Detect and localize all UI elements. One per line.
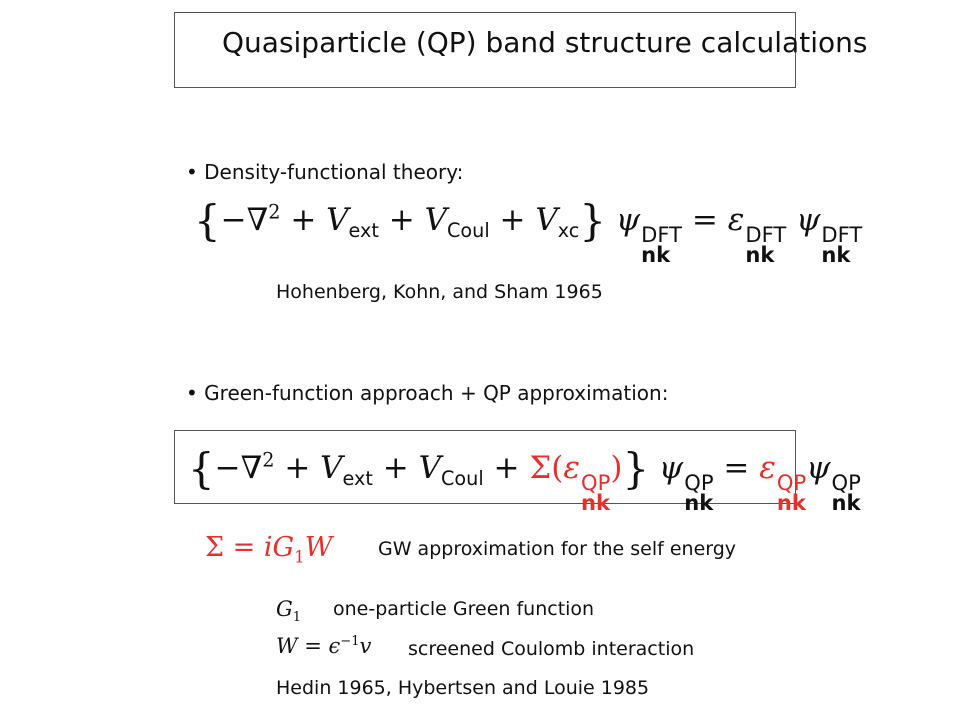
sup-dft: DFT bbox=[745, 221, 787, 247]
w-description: screened Coulomb interaction bbox=[408, 638, 695, 660]
dft-bullet: • Density-functional theory: bbox=[186, 160, 464, 184]
g1-symbol: $G_1$ bbox=[276, 597, 302, 626]
sub-nk: nk bbox=[684, 489, 714, 515]
sub-ext: ext bbox=[342, 467, 373, 491]
sub-xc: xc bbox=[557, 219, 580, 243]
sub-nk: nk bbox=[821, 241, 851, 267]
qp-energy: ε QP nk bbox=[759, 449, 807, 515]
gw-citation: Hedin 1965, Hybertsen and Louie 1985 bbox=[276, 677, 650, 699]
sup-qp: QP bbox=[684, 469, 714, 495]
dft-citation: Hohenberg, Kohn, and Sham 1965 bbox=[276, 281, 603, 303]
sub-nk: nk bbox=[641, 241, 671, 267]
kohn-sham-equation: $\{-\nabla^2 + V_{ext} + V_{Coul} + V_{xc}\}$ ψ DFT nk = ε DFT nk ψ DFT nk bbox=[194, 196, 863, 267]
sub-nk: nk bbox=[776, 489, 806, 515]
green-bullet: • Green-function approach + QP approximation: bbox=[186, 381, 669, 405]
sub-coul: Coul bbox=[447, 219, 490, 243]
sub-nk: nk bbox=[831, 489, 861, 515]
sup-dft: DFT bbox=[641, 221, 683, 247]
sup-qp: QP bbox=[581, 469, 611, 495]
green-bullet-text: Green-function approach + QP approximation: bbox=[204, 381, 669, 405]
sub-nk: nk bbox=[745, 241, 775, 267]
self-energy-term: Σ(ε QP nk ) bbox=[529, 449, 623, 515]
sub-ext: ext bbox=[348, 219, 379, 243]
page-title: Quasiparticle (QP) band structure calculations bbox=[222, 26, 868, 59]
gw-description: GW approximation for the self energy bbox=[378, 538, 737, 560]
w-equation: $W = \epsilon^{-1}v$ bbox=[276, 634, 372, 658]
qp-equation: {$-\nabla^2 + V_{ext} + V_{Coul} + \Sigma(\varepsilon$ QP nk )} ψ QP nk = ε QP nk ψ QP nk bbox=[188, 444, 861, 515]
gw-equation: $\Sigma = iG_1W$ bbox=[205, 532, 333, 567]
g1-description: one-particle Green function bbox=[333, 598, 595, 620]
sup-qp: QP bbox=[831, 469, 861, 495]
sub-coul: Coul bbox=[441, 467, 484, 491]
dft-bullet-text: Density-functional theory: bbox=[204, 160, 464, 184]
sub-nk: nk bbox=[581, 489, 611, 515]
sup-dft: DFT bbox=[821, 221, 863, 247]
sup-qp: QP bbox=[776, 469, 807, 495]
